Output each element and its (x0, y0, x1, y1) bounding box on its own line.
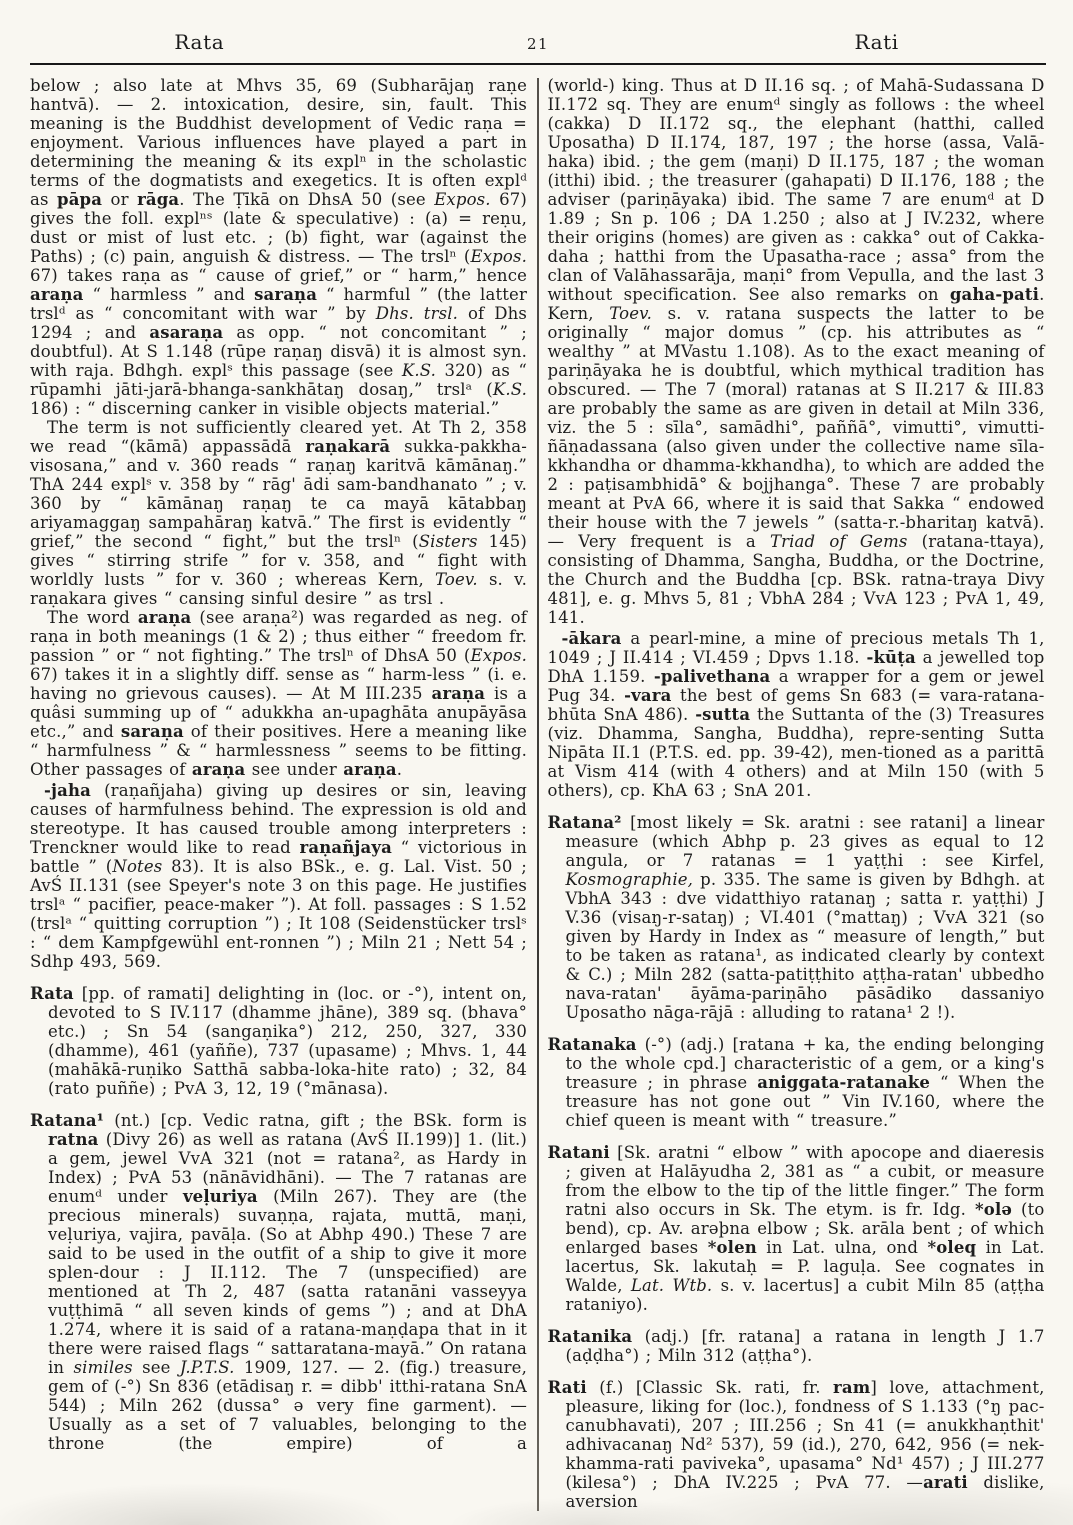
italic-text: Lat. Wtb. (630, 1276, 713, 1295)
left-column (30, 76, 527, 1511)
entry-paragraph (548, 813, 1045, 1022)
paragraph (30, 608, 527, 779)
text: sukka-pakkha-visosana,” and v. 360 reads “ raṇaŋ karitvā kāmānaŋ.” ThA 244 explˢ v. 358 by “ rāg' ādi sam-bandhanato ” ; v. 360 by “ kāmānaŋ raṇaŋ te ca mayā kātabbaŋ ariyamaggaŋ sampahāraŋ katvā.” The first is evidently “ grief,” the second “ fight,” but the trslⁿ ( (30, 437, 527, 551)
italic-text: similes (73, 1358, 133, 1377)
text: see under (245, 760, 344, 779)
italic-text: Dhs. trsl. (375, 304, 459, 323)
header-rule (30, 63, 1046, 65)
bold-text: -vara (624, 686, 672, 705)
text: 67) takes raṇa as “ cause of grief,” or “ harm,” hence (30, 266, 527, 285)
text: 145) gives “ stirring strife ” for v. 358, and “ fight with worldly lusts ” for v. 360 ; whereas Kern, (30, 532, 527, 589)
text: [most likely = Sk. aratni : see ratani] a linear measure (which Abhp p. 23 gives as equal to 12 angula, or 7 ratanas = 1 yaṭṭhi : see Kirfel, (565, 813, 1045, 870)
bold-text: ram (833, 1378, 871, 1397)
text: the best of gems Sn 683 (= vara-ratana-bhūta SnA 486). (547, 686, 1045, 724)
text: . The Ṭīkā on DhsA 50 (see (179, 190, 435, 209)
paragraph (30, 76, 527, 418)
bold-text: Ratani (547, 1143, 610, 1162)
bold-text: -ākara (561, 629, 622, 648)
bold-text: aniggata-ratanake (757, 1073, 931, 1092)
text: s. v. lacertus] a cubit Miln 85 (aṭṭha rataniyo). (565, 1276, 1045, 1314)
entry-paragraph (30, 1111, 527, 1453)
text: 320) as “ rūpamhi jāti-jarā-bhanga-sankhātaŋ dosaŋ,” trslᵃ ( (30, 361, 527, 399)
paragraph (30, 418, 527, 608)
italic-text: Kosmographie, (565, 870, 694, 889)
bold-text: araṇa (137, 608, 192, 627)
bold-text: ratna (48, 1130, 99, 1149)
bold-text: pāpa (57, 190, 103, 209)
text: (see araṇa²) was regarded as neg. of raṇa in both meanings (1 & 2) ; thus either “ freedom fr. passion ” or “ not fighting.” The trslⁿ of DhsA 50 ( (30, 608, 527, 665)
text: (Divy 26) as well as ratana (AvŚ II.199)] 1. (lit.) a gem, jewel VvA 321 (not = ratana², as Hardy in Index) ; PvA 53 (nānāvidhāni). — The 7 ratanas are enumᵈ under (48, 1130, 527, 1206)
text: a jewelled top DhA 1.159. (547, 648, 1045, 686)
italic-text: Notes (112, 857, 163, 876)
page-header (30, 30, 1046, 54)
text: The word (47, 608, 138, 627)
text: 1909, 127. — 2. (fig.) treasure, gem of (-°) Sn 836 (etādisaŋ r. = dibb' itthi-ratana SnA 544) ; Miln 262 (dussa° ə very fine garment). — Usually as a set of 7 valuables, belonging to the throne (the empire) of a (48, 1358, 527, 1453)
text: or (102, 190, 138, 209)
bold-text: Ratana¹ (30, 1111, 105, 1130)
italic-text: K.S. (492, 380, 527, 399)
text: (adj.) [fr. ratana] a ratana in length J 1.7 (aḍḍha°) ; Miln 312 (aṭṭha°). (565, 1327, 1045, 1365)
text: (ratana-ttaya), consisting of Dhamma, Sangha, Buddha, or the Doctrine, the Church and the Buddha [cp. BSk. ratna-traya Divy 481], e. g. Mhvs 5, 81 ; VbhA 284 ; VvA 123 ; PvA 1, 49, 141. (547, 532, 1045, 627)
bold-text: araṇa (191, 760, 246, 779)
running-head-right: Rati (854, 30, 899, 54)
text: ] love, attachment, pleasure, liking for (loc.), fondness of S 1.133 (°ŋ pac-canubhavati), 207 ; III.256 ; Sn 41 (= anukkhaṇthit' adhivacanaŋ Nd² 537), 59 (id.), 270, 642, 956 (= nek-khamma-rati paviveka°, upasama° Nd¹ 457) ; J III.277 (kilesa°) ; DhA IV.225 ; PvA 77. — (565, 1378, 1045, 1492)
bold-text: Ratana² (547, 813, 622, 832)
italic-text: J.P.T.S. (179, 1358, 235, 1377)
bold-text: *oleq (927, 1238, 977, 1257)
text: in Lat. ulna, ond (756, 1238, 928, 1257)
text: p. 335. The same is given by Bdhgh. at VbhA 343 : dve vidatthiyo ratanaŋ ; satta r. yaṭṭhi) J V.36 (visaŋ-r-sataŋ) ; VI.401 (°mattaŋ) ; VvA 321 (so given by Hardy in Index as “ measure of length,” but to be taken as ratana¹, as indicated clearly by context & C.) ; Miln 282 (satta-patiṭṭhito aṭṭha-ratan' ubbedho nava-ratan' āyāma-pariṇāho pāsādiko dassaniyo Uposatho nāga-rājā : alluding to ratana¹ 2 !). (565, 870, 1045, 1022)
italic-text: Toev. (435, 570, 478, 589)
bold-text: araṇa (30, 285, 84, 304)
italic-text: Sisters (418, 532, 478, 551)
bold-text: Ratanaka (547, 1035, 637, 1054)
italic-text: Triad of Gems (769, 532, 908, 551)
paragraph (30, 781, 527, 971)
text: s. v. ratana suspects the latter to be originally “ major domus ” (cp. his attributes as “ wealthy ” at MVastu 1.108). As to the exact meaning of pariṇāyaka he is doubtful, which mythical tradition has obscured. — The 7 (moral) ratanas at S II.217 & III.83 are probably the same as are given in detail at Miln 336, viz. the 5 : sīla°, samādhi°, paññā°, vimutti°, vimutti-ñāṇadassana (also given under the collective name sīla-kkhandha or dhamma-kkhandha), to which are added the 2 : paṭisambhidā° & bojjhanga°. These 7 are probably meant at PvA 66, where it is said that Sakka “ endowed their house with the 7 jewels ” (satta-r.-bharitaŋ katvā). — Very frequent is a (547, 304, 1045, 551)
bold-text: -jaha (44, 781, 91, 800)
text: s. v. raṇakara gives “ cansing sinful desire ” as trsl . (30, 570, 527, 608)
bold-text: rāga (137, 190, 180, 209)
entry-paragraph (548, 1327, 1045, 1365)
text: “ harmful ” (the latter trslᵈ as “ concomitant with war ” by (30, 285, 527, 323)
bold-text: Rata (30, 984, 74, 1003)
text: 67) takes it in a slightly diff. sense as “ harm-less ” (i. e. having no grievous causes). — At M III.235 (30, 665, 527, 703)
bold-text: veḷuriya (182, 1187, 258, 1206)
text: (Miln 267). They are (the precious minerals) suvaṇṇa, rajata, muttā, maṇi, veḷuriya, vajira, pavāḷa. (So at Abhp 490.) These 7 are said to be used in the outfit of a ship to give it more splen-dour : J II.112. The 7 (unspecified) are mentioned at Th 2, 487 (satta ratanāni vasseyya vuṭṭhimā “ all seven kinds of gems ”) ; and at DhA 1.274, where it is said of a ratana-maṇḍapa that in it there were raised flags “ sattaratana-mayā.” On ratana in (48, 1187, 527, 1377)
bold-text: *olen (707, 1238, 757, 1257)
italic-text: K.S. (401, 361, 437, 380)
text: 186) : “ discerning canker in visible objects material.” (30, 399, 500, 418)
italic-text: Expos. (470, 646, 527, 665)
paragraph (548, 629, 1045, 800)
bold-text: raṇakarā (305, 437, 391, 456)
bold-text: Rati (547, 1378, 587, 1397)
text: “ victorious in battle ” ( (30, 838, 527, 876)
text: the Suttanta of the (3) Treasures (viz. Dhamma, Sangha, Buddha), repre-senting Sutta Nipāta II.1 (P.T.S. ed. pp. 39-42), men-tioned as a parittā at Vism 414 (with 4 others) and at Miln 150 (with 5 others), cp. KhA 63 ; SnA 201. (547, 705, 1045, 800)
text: dislike, aversion (565, 1473, 1045, 1511)
paragraph (548, 76, 1045, 627)
entry-paragraph (30, 984, 527, 1098)
text: . Kern, (547, 285, 1045, 323)
text: (f.) [Classic Sk. rati, fr. (586, 1378, 834, 1397)
column-divider (537, 78, 539, 1511)
bold-text: -kūṭa (866, 648, 916, 667)
text: [Sk. aratni “ elbow ” with apocope and diaeresis ; given at Halāyudha 2, 381 as “ a cubit, or measure from the elbow to the tip of the little finger.” The form ratni also occurs in Sk. The etym. is fr. Idg. (565, 1143, 1045, 1219)
italic-text: Toev. (609, 304, 653, 323)
text: is a quâsi summing up of “ adukkha an-upaghāta anupāyāsa etc.,” and (30, 684, 527, 741)
text: a pearl-mine, a mine of precious metals Th 1, 1049 ; J II.414 ; VI.459 ; Dpvs 1.18. (547, 629, 1045, 667)
text: a wrapper for a gem or jewel Pug 34. (547, 667, 1045, 705)
bold-text: araṇa (431, 684, 486, 703)
bold-text: Ratanika (547, 1327, 633, 1346)
bold-text: -palivethana (653, 667, 771, 686)
bold-text: *olə (975, 1200, 1013, 1219)
text: below ; also late at Mhvs 35, 69 (Subharājaŋ raṇe hantvā). — 2. intoxication, desire, sin, fault. This meaning is the Buddhist development of Vedic raṇa = enjoyment. Various influences have played a part in determining the meaning & its explⁿ in the scholastic terms of the dogmatists and exegetics. It is often explᵈ as (30, 76, 527, 209)
right-column (548, 76, 1045, 1511)
text: The term is not sufficiently cleared yet. At Th 2, 358 we read “(kāmā) appassādā (30, 418, 527, 456)
running-head-left: Rata (174, 30, 225, 54)
text: (to bend), cp. Av. arəþna elbow ; Sk. arāla bent ; of which enlarged bases (565, 1200, 1045, 1257)
text: of Dhs 1294 ; and (30, 304, 528, 342)
italic-text: Expos. (434, 190, 491, 209)
bold-text: araṇa (343, 760, 397, 779)
text: as opp. “ not concomitant ” ; doubtful). At S 1.148 (rūpe raṇaŋ disvā) it is almost syn. with raja. Bdhgh. explˢ this passage (see (30, 323, 527, 380)
bold-text: arati (923, 1473, 968, 1492)
text: of their positives. Here a meaning like “ harmfulness ” & “ harmlessness ” seems to be fitting. Other passages of (30, 722, 527, 779)
text: (raṇañjaha) giving up desires or sin, leaving causes of harmfulness behind. The expression is old and stereotype. It has caused trouble among interpreters : Trenckner would like to read (30, 781, 527, 857)
text: (nt.) [cp. Vedic ratna, gift ; the BSk. form is (104, 1111, 527, 1130)
bold-text: asaraṇa (149, 323, 224, 342)
text: see (132, 1358, 180, 1377)
bold-text: -sutta (695, 705, 751, 724)
text: . (396, 760, 403, 779)
entry-paragraph (548, 1143, 1045, 1314)
text: 83). It is also BSk., e. g. Lal. Vist. 50 ; AvŚ II.131 (see Speyer's note 3 on this page. He justifies trslᵃ “ pacifier, peace-maker ”). At foll. passages : S 1.52 (trslᵃ “ quitting corruption ”) ; It 108 (Seidenstücker trslˢ : “ dem Kampfgewühl ent-ronnen ”) ; Miln 21 ; Nett 54 ; Sdhp 493, 569. (30, 857, 527, 971)
bold-text: gaha-pati (949, 285, 1040, 304)
text-columns (30, 76, 1046, 1511)
text: (-°) (adj.) [ratana + ka, the ending belonging to the whole cpd.] characteristic of a gem, or a king's treasure ; in phrase (565, 1035, 1045, 1092)
text: “ When the treasure has not gone out ” Vin IV.160, where the chief queen is meant with “ treasure.” (565, 1073, 1045, 1130)
bold-text: saraṇa (254, 285, 318, 304)
text: in Lat. lacertus, Sk. lakutaḥ = P. laguḷa. See cognates in Walde, (565, 1238, 1045, 1295)
entry-paragraph (548, 1035, 1045, 1130)
text: “ harmless ” and (83, 285, 255, 304)
page-number: 21 (526, 35, 550, 53)
entry-paragraph (548, 1378, 1045, 1511)
bold-text: raṇañjaya (299, 838, 392, 857)
bold-text: saraṇa (120, 722, 184, 741)
italic-text: Expos. (470, 247, 527, 266)
text: (world-) king. Thus at D II.16 sq. ; of Mahā-Sudassana D II.172 sq. They are enumᵈ singly as follows : the wheel (cakka) D II.172 sq., the elephant (hatthi, called Uposatha) D II.174, 187, 197 ; the horse (assa, Valā-haka) ibid. ; the gem (maṇi) D II.175, 187 ; the woman (itthi) ibid. ; the treasurer (gahapati) D II.176, 188 ; the adviser (pariṇāyaka) ibid. The same 7 are enumᵈ at D 1.89 ; Sn p. 106 ; DA 1.250 ; also at J IV.232, where their origins (homes) are given as : cakka° out of Cakka-daha ; hatthi from the Upasatha-race ; assa° from the clan of Valāhassarāja, maṇi° from Vepulla, and the last 3 without specification. See also remarks on (547, 76, 1045, 304)
text: 67) gives the foll. explⁿˢ (late & speculative) : (a) = reṇu, dust or mist of lust etc. ; (b) fight, war (against the Paths) ; (c) pain, anguish & distress. — The trslⁿ ( (30, 190, 527, 266)
text: [pp. of ramati] delighting in (loc. or -°), intent on, devoted to S IV.117 (dhamme jhāne), 389 sq. (bhava° etc.) ; Sn 54 (sangaṇika°) 212, 250, 327, 330 (dhamme), 461 (yaññe), 737 (upasame) ; Mhvs. 1, 44 (mahākā-ruṇiko Satthā sabba-loka-hite rato) ; 32, 84 (rato puññe) ; PvA 3, 12, 19 (°mānasa). (48, 984, 527, 1098)
